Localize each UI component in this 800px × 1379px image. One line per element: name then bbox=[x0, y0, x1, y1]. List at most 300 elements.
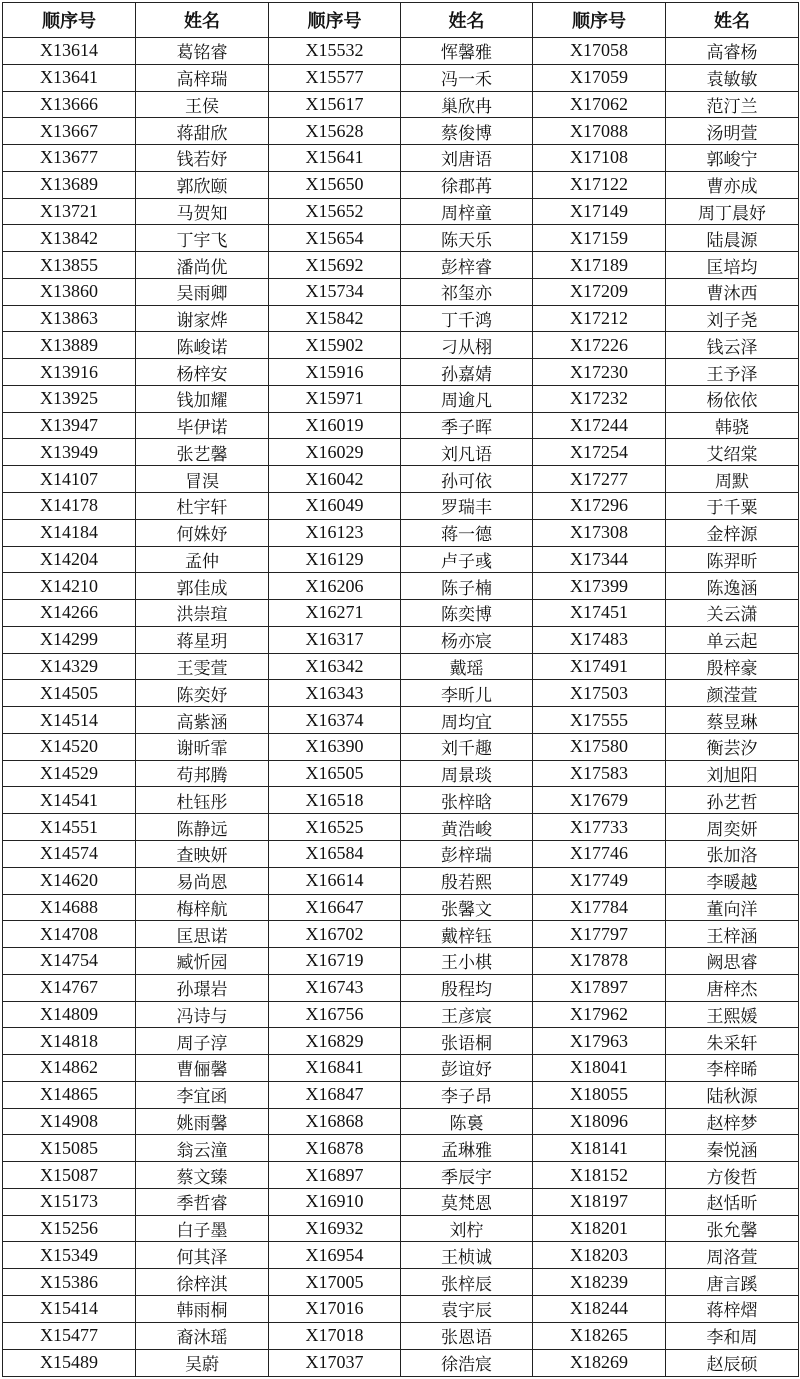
cell-id-2: X15577 bbox=[269, 64, 401, 91]
table-row bbox=[3, 1055, 799, 1082]
cell-id-3: X18055 bbox=[533, 1081, 666, 1108]
cell-id-3: X17209 bbox=[533, 278, 666, 305]
cell-id-1: X14754 bbox=[3, 948, 136, 975]
cell-id-1: X13677 bbox=[3, 145, 136, 172]
cell-name-3: 金梓源 bbox=[666, 519, 799, 546]
cell-name-2: 刘唐语 bbox=[401, 145, 533, 172]
cell-id-1: X14551 bbox=[3, 814, 136, 841]
cell-id-2: X16584 bbox=[269, 840, 401, 867]
cell-name-2: 季辰宇 bbox=[401, 1162, 533, 1189]
cell-id-3: X17963 bbox=[533, 1028, 666, 1055]
table-row bbox=[3, 145, 799, 172]
cell-name-3: 李暖越 bbox=[666, 867, 799, 894]
cell-id-3: X17277 bbox=[533, 466, 666, 493]
cell-id-1: X14299 bbox=[3, 626, 136, 653]
table-row bbox=[3, 412, 799, 439]
cell-id-2: X16206 bbox=[269, 573, 401, 600]
cell-id-2: X16756 bbox=[269, 1001, 401, 1028]
cell-id-1: X13721 bbox=[3, 198, 136, 225]
cell-id-2: X16847 bbox=[269, 1081, 401, 1108]
table-body bbox=[3, 38, 799, 1377]
cell-name-3: 赵恬昕 bbox=[666, 1188, 799, 1215]
table-row bbox=[3, 225, 799, 252]
cell-id-2: X15734 bbox=[269, 278, 401, 305]
table-row bbox=[3, 1081, 799, 1108]
cell-name-1: 高梓瑞 bbox=[136, 64, 269, 91]
cell-id-3: X18041 bbox=[533, 1055, 666, 1082]
cell-id-1: X13947 bbox=[3, 412, 136, 439]
cell-name-2: 陈奕博 bbox=[401, 600, 533, 627]
cell-id-2: X17005 bbox=[269, 1269, 401, 1296]
cell-name-2: 张恩语 bbox=[401, 1322, 533, 1349]
cell-name-1: 冒淏 bbox=[136, 466, 269, 493]
cell-id-3: X18152 bbox=[533, 1162, 666, 1189]
cell-name-3: 刘旭阳 bbox=[666, 760, 799, 787]
cell-id-2: X16505 bbox=[269, 760, 401, 787]
cell-name-2: 刘凡语 bbox=[401, 439, 533, 466]
cell-name-1: 查映妍 bbox=[136, 840, 269, 867]
cell-id-3: X17555 bbox=[533, 707, 666, 734]
table-row bbox=[3, 1242, 799, 1269]
table-row bbox=[3, 1135, 799, 1162]
cell-id-1: X14178 bbox=[3, 493, 136, 520]
cell-id-2: X16868 bbox=[269, 1108, 401, 1135]
cell-id-3: X17399 bbox=[533, 573, 666, 600]
cell-name-2: 刁从栩 bbox=[401, 332, 533, 359]
cell-id-2: X16647 bbox=[269, 894, 401, 921]
cell-name-3: 单云起 bbox=[666, 626, 799, 653]
cell-name-2: 彭梓瑞 bbox=[401, 840, 533, 867]
cell-name-3: 周默 bbox=[666, 466, 799, 493]
cell-name-3: 陈羿昕 bbox=[666, 546, 799, 573]
cell-name-3: 周奕妍 bbox=[666, 814, 799, 841]
cell-name-1: 陈峻诺 bbox=[136, 332, 269, 359]
cell-id-3: X17503 bbox=[533, 680, 666, 707]
cell-name-3: 韩骁 bbox=[666, 412, 799, 439]
cell-name-1: 白子墨 bbox=[136, 1215, 269, 1242]
cell-name-3: 赵梓梦 bbox=[666, 1108, 799, 1135]
cell-name-1: 陈静远 bbox=[136, 814, 269, 841]
table-row bbox=[3, 1322, 799, 1349]
cell-id-3: X17746 bbox=[533, 840, 666, 867]
cell-name-3: 陆晨源 bbox=[666, 225, 799, 252]
cell-name-2: 戴瑶 bbox=[401, 653, 533, 680]
cell-id-2: X17016 bbox=[269, 1295, 401, 1322]
cell-name-1: 蒋甜欣 bbox=[136, 118, 269, 145]
table-row bbox=[3, 707, 799, 734]
table-row bbox=[3, 867, 799, 894]
cell-id-1: X14184 bbox=[3, 519, 136, 546]
cell-id-2: X16019 bbox=[269, 412, 401, 439]
cell-id-3: X17062 bbox=[533, 91, 666, 118]
cell-name-2: 蔡俊博 bbox=[401, 118, 533, 145]
cell-id-1: X14809 bbox=[3, 1001, 136, 1028]
cell-id-1: X14204 bbox=[3, 546, 136, 573]
table-row bbox=[3, 974, 799, 1001]
cell-name-1: 何姝妤 bbox=[136, 519, 269, 546]
cell-id-1: X14505 bbox=[3, 680, 136, 707]
header-row bbox=[3, 3, 799, 38]
cell-id-3: X17583 bbox=[533, 760, 666, 787]
cell-name-2: 徐浩宸 bbox=[401, 1349, 533, 1376]
cell-name-1: 陈奕妤 bbox=[136, 680, 269, 707]
cell-name-2: 孟琳雅 bbox=[401, 1135, 533, 1162]
cell-id-3: X17483 bbox=[533, 626, 666, 653]
cell-name-1: 裔沐瑶 bbox=[136, 1322, 269, 1349]
cell-name-2: 孙可依 bbox=[401, 466, 533, 493]
cell-id-1: X14708 bbox=[3, 921, 136, 948]
cell-id-2: X16343 bbox=[269, 680, 401, 707]
cell-name-3: 高睿杨 bbox=[666, 38, 799, 65]
cell-name-1: 孟仲 bbox=[136, 546, 269, 573]
table-row bbox=[3, 1108, 799, 1135]
cell-id-1: X15256 bbox=[3, 1215, 136, 1242]
cell-id-3: X17296 bbox=[533, 493, 666, 520]
cell-id-1: X13641 bbox=[3, 64, 136, 91]
cell-id-3: X18244 bbox=[533, 1295, 666, 1322]
cell-id-2: X15902 bbox=[269, 332, 401, 359]
table-row bbox=[3, 385, 799, 412]
table-row bbox=[3, 546, 799, 573]
cell-name-2: 蒋一德 bbox=[401, 519, 533, 546]
table-row bbox=[3, 1295, 799, 1322]
table-row bbox=[3, 921, 799, 948]
cell-id-2: X16910 bbox=[269, 1188, 401, 1215]
cell-name-1: 葛铭睿 bbox=[136, 38, 269, 65]
cell-id-1: X15489 bbox=[3, 1349, 136, 1376]
cell-name-2: 张馨文 bbox=[401, 894, 533, 921]
cell-id-2: X15654 bbox=[269, 225, 401, 252]
cell-name-3: 郭峻宁 bbox=[666, 145, 799, 172]
cell-name-1: 吴雨卿 bbox=[136, 278, 269, 305]
table-row bbox=[3, 91, 799, 118]
cell-name-1: 洪崇瑄 bbox=[136, 600, 269, 627]
cell-id-2: X16042 bbox=[269, 466, 401, 493]
cell-id-1: X14908 bbox=[3, 1108, 136, 1135]
cell-id-3: X18203 bbox=[533, 1242, 666, 1269]
cell-name-2: 周景琰 bbox=[401, 760, 533, 787]
cell-id-1: X14541 bbox=[3, 787, 136, 814]
cell-name-1: 姚雨馨 bbox=[136, 1108, 269, 1135]
cell-name-1: 曹俪馨 bbox=[136, 1055, 269, 1082]
cell-name-2: 杨亦宸 bbox=[401, 626, 533, 653]
cell-name-2: 陈天乐 bbox=[401, 225, 533, 252]
cell-id-3: X17679 bbox=[533, 787, 666, 814]
table-row bbox=[3, 1269, 799, 1296]
cell-id-2: X16525 bbox=[269, 814, 401, 841]
cell-id-1: X14862 bbox=[3, 1055, 136, 1082]
cell-name-3: 刘子尧 bbox=[666, 305, 799, 332]
cell-name-3: 张允馨 bbox=[666, 1215, 799, 1242]
cell-id-1: X13860 bbox=[3, 278, 136, 305]
cell-name-1: 谢昕霏 bbox=[136, 733, 269, 760]
cell-id-2: X16518 bbox=[269, 787, 401, 814]
table-row bbox=[3, 252, 799, 279]
cell-name-2: 陈裛 bbox=[401, 1108, 533, 1135]
cell-name-1: 谢家烨 bbox=[136, 305, 269, 332]
cell-name-3: 颜滢萱 bbox=[666, 680, 799, 707]
table-row bbox=[3, 64, 799, 91]
cell-name-3: 杨依依 bbox=[666, 385, 799, 412]
cell-name-1: 孙璟岩 bbox=[136, 974, 269, 1001]
header-name-2: 姓名 bbox=[401, 3, 533, 38]
table-row bbox=[3, 626, 799, 653]
cell-id-3: X17784 bbox=[533, 894, 666, 921]
cell-name-1: 蔡文臻 bbox=[136, 1162, 269, 1189]
cell-name-1: 易尚恩 bbox=[136, 867, 269, 894]
cell-name-1: 张艺馨 bbox=[136, 439, 269, 466]
cell-name-2: 刘柠 bbox=[401, 1215, 533, 1242]
table-row bbox=[3, 38, 799, 65]
cell-name-2: 卢子彧 bbox=[401, 546, 533, 573]
cell-name-2: 周梓童 bbox=[401, 198, 533, 225]
table-row bbox=[3, 171, 799, 198]
cell-id-1: X13925 bbox=[3, 385, 136, 412]
cell-id-2: X15971 bbox=[269, 385, 401, 412]
cell-name-2: 李昕儿 bbox=[401, 680, 533, 707]
cell-id-3: X17451 bbox=[533, 600, 666, 627]
cell-id-2: X16390 bbox=[269, 733, 401, 760]
table-row bbox=[3, 680, 799, 707]
cell-id-1: X14688 bbox=[3, 894, 136, 921]
cell-name-3: 阙思睿 bbox=[666, 948, 799, 975]
cell-id-3: X17897 bbox=[533, 974, 666, 1001]
cell-id-1: X14574 bbox=[3, 840, 136, 867]
cell-name-1: 蒋星玥 bbox=[136, 626, 269, 653]
cell-name-1: 韩雨桐 bbox=[136, 1295, 269, 1322]
table-row bbox=[3, 118, 799, 145]
cell-id-1: X14767 bbox=[3, 974, 136, 1001]
cell-name-3: 张加洛 bbox=[666, 840, 799, 867]
cell-id-2: X16829 bbox=[269, 1028, 401, 1055]
cell-id-3: X18201 bbox=[533, 1215, 666, 1242]
cell-name-2: 戴梓钰 bbox=[401, 921, 533, 948]
cell-id-1: X14514 bbox=[3, 707, 136, 734]
cell-id-2: X16702 bbox=[269, 921, 401, 948]
cell-name-1: 冯诗与 bbox=[136, 1001, 269, 1028]
header-id-2: 顺序号 bbox=[269, 3, 401, 38]
cell-name-2: 张梓辰 bbox=[401, 1269, 533, 1296]
cell-name-3: 蔡昱琳 bbox=[666, 707, 799, 734]
cell-id-3: X17232 bbox=[533, 385, 666, 412]
cell-name-2: 季子晖 bbox=[401, 412, 533, 439]
cell-id-2: X16614 bbox=[269, 867, 401, 894]
cell-name-3: 周洛萱 bbox=[666, 1242, 799, 1269]
cell-id-2: X15652 bbox=[269, 198, 401, 225]
table-row bbox=[3, 1001, 799, 1028]
cell-id-1: X13863 bbox=[3, 305, 136, 332]
cell-name-2: 张语桐 bbox=[401, 1028, 533, 1055]
cell-name-2: 祁玺亦 bbox=[401, 278, 533, 305]
cell-name-1: 翁云潼 bbox=[136, 1135, 269, 1162]
cell-name-1: 马贺知 bbox=[136, 198, 269, 225]
cell-name-3: 艾绍棠 bbox=[666, 439, 799, 466]
cell-id-2: X17037 bbox=[269, 1349, 401, 1376]
cell-name-2: 冯一禾 bbox=[401, 64, 533, 91]
cell-id-3: X17244 bbox=[533, 412, 666, 439]
cell-name-3: 李和周 bbox=[666, 1322, 799, 1349]
cell-name-1: 王雯萱 bbox=[136, 653, 269, 680]
cell-name-2: 周均宜 bbox=[401, 707, 533, 734]
cell-id-3: X17226 bbox=[533, 332, 666, 359]
cell-id-1: X14818 bbox=[3, 1028, 136, 1055]
cell-name-1: 臧忻园 bbox=[136, 948, 269, 975]
table-row bbox=[3, 519, 799, 546]
cell-id-3: X17344 bbox=[533, 546, 666, 573]
cell-id-1: X13949 bbox=[3, 439, 136, 466]
cell-id-3: X17230 bbox=[533, 359, 666, 386]
table-row bbox=[3, 894, 799, 921]
cell-id-1: X15087 bbox=[3, 1162, 136, 1189]
cell-id-2: X17018 bbox=[269, 1322, 401, 1349]
cell-id-2: X16743 bbox=[269, 974, 401, 1001]
cell-name-1: 周子淳 bbox=[136, 1028, 269, 1055]
cell-id-3: X18141 bbox=[533, 1135, 666, 1162]
cell-id-2: X15628 bbox=[269, 118, 401, 145]
table-row bbox=[3, 573, 799, 600]
cell-id-1: X15386 bbox=[3, 1269, 136, 1296]
cell-name-3: 蒋梓熠 bbox=[666, 1295, 799, 1322]
cell-name-3: 于千粟 bbox=[666, 493, 799, 520]
cell-name-3: 王予泽 bbox=[666, 359, 799, 386]
roster-table bbox=[2, 2, 799, 1377]
cell-id-2: X16129 bbox=[269, 546, 401, 573]
table-row bbox=[3, 787, 799, 814]
cell-name-1: 杜宇轩 bbox=[136, 493, 269, 520]
cell-id-2: X15617 bbox=[269, 91, 401, 118]
cell-id-1: X14107 bbox=[3, 466, 136, 493]
table-row bbox=[3, 840, 799, 867]
cell-name-3: 王梓涵 bbox=[666, 921, 799, 948]
cell-name-2: 恽馨雅 bbox=[401, 38, 533, 65]
cell-name-1: 钱若妤 bbox=[136, 145, 269, 172]
cell-id-1: X15173 bbox=[3, 1188, 136, 1215]
table-row bbox=[3, 760, 799, 787]
table-row bbox=[3, 1028, 799, 1055]
cell-name-3: 关云潇 bbox=[666, 600, 799, 627]
cell-name-3: 周丁晨妤 bbox=[666, 198, 799, 225]
cell-id-2: X16049 bbox=[269, 493, 401, 520]
cell-name-1: 李宜函 bbox=[136, 1081, 269, 1108]
cell-id-1: X15477 bbox=[3, 1322, 136, 1349]
cell-id-3: X17308 bbox=[533, 519, 666, 546]
table-row bbox=[3, 1162, 799, 1189]
cell-id-3: X17149 bbox=[533, 198, 666, 225]
cell-id-1: X14520 bbox=[3, 733, 136, 760]
cell-id-3: X17733 bbox=[533, 814, 666, 841]
cell-id-1: X13666 bbox=[3, 91, 136, 118]
cell-name-3: 陆秋源 bbox=[666, 1081, 799, 1108]
table-row bbox=[3, 1215, 799, 1242]
header-name-1: 姓名 bbox=[136, 3, 269, 38]
cell-name-2: 王桢诚 bbox=[401, 1242, 533, 1269]
cell-name-2: 陈子楠 bbox=[401, 573, 533, 600]
table-row bbox=[3, 332, 799, 359]
table-row bbox=[3, 1188, 799, 1215]
header-id-3: 顺序号 bbox=[533, 3, 666, 38]
cell-id-3: X17088 bbox=[533, 118, 666, 145]
cell-name-1: 高紫涵 bbox=[136, 707, 269, 734]
cell-id-3: X17059 bbox=[533, 64, 666, 91]
cell-id-1: X15349 bbox=[3, 1242, 136, 1269]
cell-id-1: X13889 bbox=[3, 332, 136, 359]
cell-name-3: 曹沐西 bbox=[666, 278, 799, 305]
table-row bbox=[3, 493, 799, 520]
cell-name-1: 徐梓淇 bbox=[136, 1269, 269, 1296]
cell-id-1: X14210 bbox=[3, 573, 136, 600]
table-row bbox=[3, 359, 799, 386]
cell-id-2: X15916 bbox=[269, 359, 401, 386]
cell-id-2: X16271 bbox=[269, 600, 401, 627]
cell-id-3: X17212 bbox=[533, 305, 666, 332]
cell-id-2: X15650 bbox=[269, 171, 401, 198]
cell-id-1: X15085 bbox=[3, 1135, 136, 1162]
header-name-3: 姓名 bbox=[666, 3, 799, 38]
cell-id-3: X17878 bbox=[533, 948, 666, 975]
cell-id-2: X16123 bbox=[269, 519, 401, 546]
cell-id-3: X18197 bbox=[533, 1188, 666, 1215]
cell-id-1: X14329 bbox=[3, 653, 136, 680]
cell-name-1: 丁宇飞 bbox=[136, 225, 269, 252]
cell-name-1: 钱加耀 bbox=[136, 385, 269, 412]
cell-name-1: 苟邦腾 bbox=[136, 760, 269, 787]
cell-name-1: 杜钰彤 bbox=[136, 787, 269, 814]
cell-name-3: 董向洋 bbox=[666, 894, 799, 921]
cell-id-1: X13614 bbox=[3, 38, 136, 65]
cell-id-3: X17108 bbox=[533, 145, 666, 172]
cell-id-2: X16029 bbox=[269, 439, 401, 466]
cell-name-3: 曹亦成 bbox=[666, 171, 799, 198]
cell-name-3: 唐梓杰 bbox=[666, 974, 799, 1001]
cell-name-3: 赵辰硕 bbox=[666, 1349, 799, 1376]
cell-name-3: 李梓晞 bbox=[666, 1055, 799, 1082]
cell-name-2: 巢欣冉 bbox=[401, 91, 533, 118]
cell-name-3: 范汀兰 bbox=[666, 91, 799, 118]
table-row bbox=[3, 600, 799, 627]
cell-name-1: 毕伊诺 bbox=[136, 412, 269, 439]
cell-id-2: X16719 bbox=[269, 948, 401, 975]
cell-name-3: 孙艺哲 bbox=[666, 787, 799, 814]
cell-id-2: X16374 bbox=[269, 707, 401, 734]
cell-id-3: X17122 bbox=[533, 171, 666, 198]
cell-name-1: 吴蔚 bbox=[136, 1349, 269, 1376]
cell-id-3: X18265 bbox=[533, 1322, 666, 1349]
cell-id-1: X13842 bbox=[3, 225, 136, 252]
cell-name-3: 钱云泽 bbox=[666, 332, 799, 359]
header-id-1: 顺序号 bbox=[3, 3, 136, 38]
cell-id-1: X15414 bbox=[3, 1295, 136, 1322]
table-row bbox=[3, 439, 799, 466]
cell-name-1: 季哲睿 bbox=[136, 1188, 269, 1215]
cell-name-2: 殷程均 bbox=[401, 974, 533, 1001]
cell-id-2: X16317 bbox=[269, 626, 401, 653]
table-row bbox=[3, 305, 799, 332]
cell-id-2: X16932 bbox=[269, 1215, 401, 1242]
cell-name-3: 殷梓豪 bbox=[666, 653, 799, 680]
cell-id-1: X13916 bbox=[3, 359, 136, 386]
table-row bbox=[3, 733, 799, 760]
cell-name-2: 袁宇辰 bbox=[401, 1295, 533, 1322]
table-row bbox=[3, 466, 799, 493]
cell-name-2: 彭梓睿 bbox=[401, 252, 533, 279]
cell-id-3: X18269 bbox=[533, 1349, 666, 1376]
cell-id-1: X14865 bbox=[3, 1081, 136, 1108]
cell-id-2: X16342 bbox=[269, 653, 401, 680]
cell-name-2: 殷若熙 bbox=[401, 867, 533, 894]
cell-name-2: 丁千鸿 bbox=[401, 305, 533, 332]
table-row bbox=[3, 814, 799, 841]
cell-id-3: X17159 bbox=[533, 225, 666, 252]
